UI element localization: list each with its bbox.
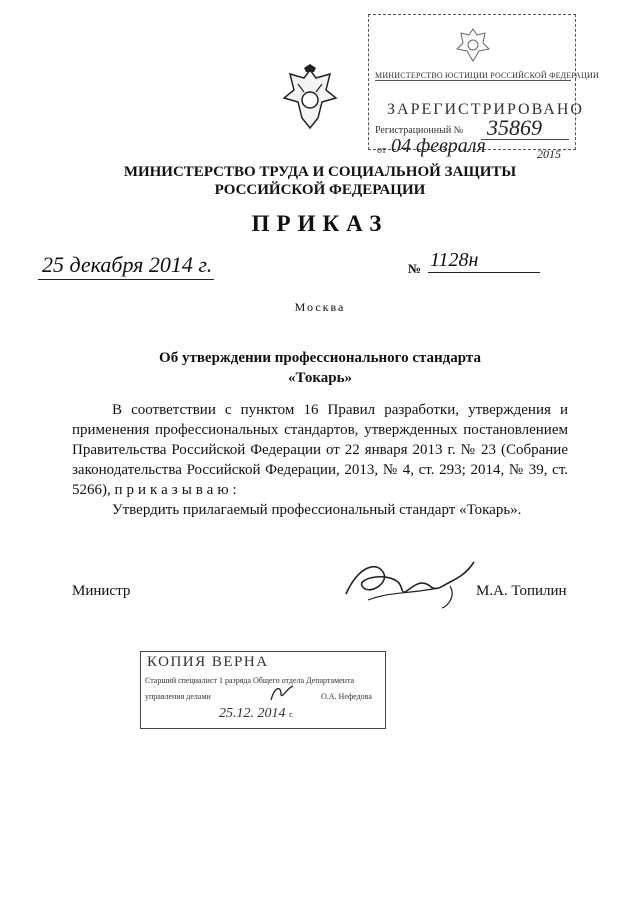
decree-text: Утвердить прилагаемый профессиональный стандарт «Токарь». xyxy=(112,502,522,518)
stamp-ministry: МИНИСТЕРСТВО ЮСТИЦИИ РОССИЙСКОЙ ФЕДЕРАЦИИ xyxy=(375,71,599,80)
order-verb: приказываю: xyxy=(114,482,241,498)
handwritten-signature xyxy=(338,556,478,610)
copy-stamp-date-value: 25.12. 2014 xyxy=(219,706,286,721)
ministry-name xyxy=(0,163,640,199)
order-number: 1128н xyxy=(430,249,479,271)
stamp-date-value: 04 февраля xyxy=(391,135,486,157)
copy-stamp-year-g: г. xyxy=(289,710,294,719)
copy-stamp-position: Старший специалист 1 разряда Общего отдела Департамента xyxy=(145,676,355,685)
copy-stamp-fio: О.А. Нефедова xyxy=(321,692,372,701)
order-date-underline xyxy=(38,279,214,280)
stamp-underline xyxy=(481,139,569,140)
copy-stamp-date xyxy=(219,706,293,722)
signer-name: М.А. Топилин xyxy=(476,583,567,599)
subject-line-1: Об утверждении профессионального стандарта xyxy=(159,350,481,366)
ministry-line-2: РОССИЙСКОЙ ФЕДЕРАЦИИ xyxy=(214,182,426,198)
copy-stamp-title: КОПИЯ ВЕРНА xyxy=(147,654,269,670)
stamp-regnum-label: Регистрационный № xyxy=(375,125,464,136)
order-date: 25 декабря 2014 г. xyxy=(42,252,213,277)
body-text: В соответствии с пунктом 16 Правил разработки, утверждения и применения профессиональных стандартов, утвержденных постановлением Правительства Российской Федерации от 22 января 2013 г. № 23 (Собрание законодательства Российской Федерации, 2013, № 4, ст. 293; 2014, № 39, ст. 5266), xyxy=(72,402,568,498)
coat-of-arms-icon xyxy=(278,64,342,136)
registration-stamp xyxy=(368,14,599,161)
body-paragraph xyxy=(72,400,568,500)
copy-stamp-signature xyxy=(267,682,297,704)
order-number-underline xyxy=(428,272,540,273)
stamp-date-prefix: от xyxy=(377,145,387,156)
copy-certified-stamp xyxy=(140,651,386,729)
number-sign: № xyxy=(408,261,422,276)
stamp-registered: ЗАРЕГИСТРИРОВАНО xyxy=(387,101,584,118)
stamp-regnum-value: 35869 xyxy=(487,115,542,140)
coat-of-arms-icon xyxy=(453,25,493,65)
order-title: ПРИКАЗ xyxy=(251,211,389,236)
copy-stamp-department: управления делами xyxy=(145,692,211,701)
subject-line-2: «Токарь» xyxy=(287,370,353,386)
city: Москва xyxy=(294,300,346,314)
ministry-line-1: МИНИСТЕРСТВО ТРУДА И СОЦИАЛЬНОЙ ЗАЩИТЫ xyxy=(123,164,517,180)
signer-position: Министр xyxy=(72,583,131,599)
document-subject xyxy=(0,348,640,388)
stamp-year: 2015 xyxy=(537,147,561,161)
